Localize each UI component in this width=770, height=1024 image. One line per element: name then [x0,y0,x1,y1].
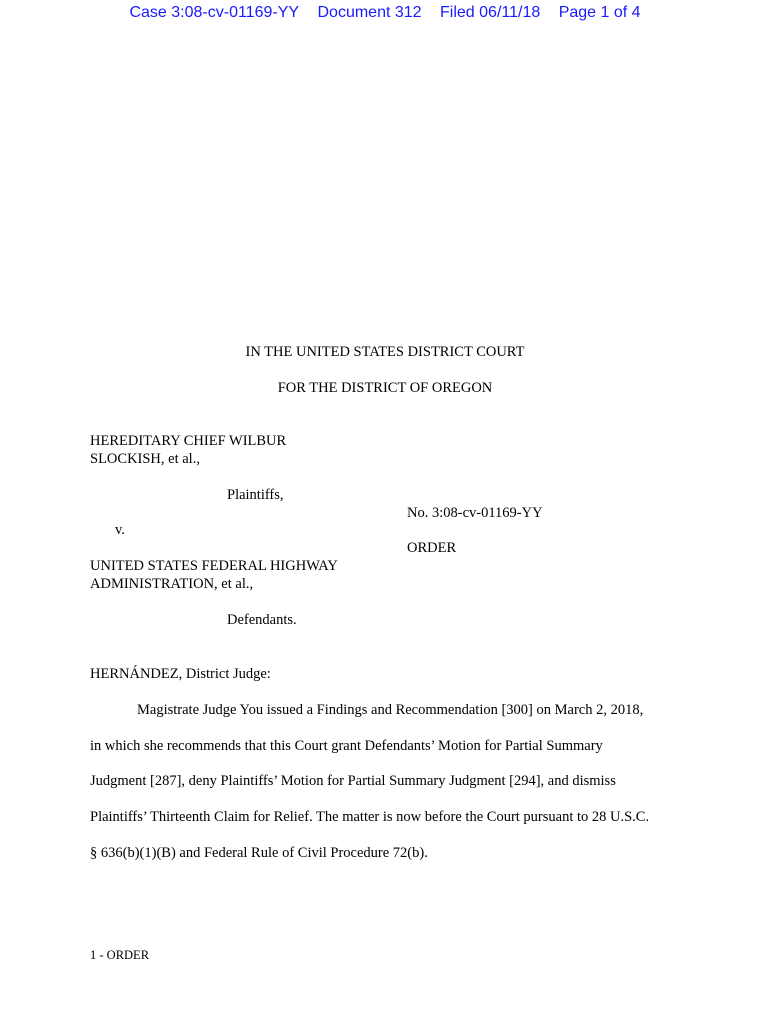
case-number-stamp: Case 3:08-cv-01169-YY [129,4,300,21]
page-count-stamp: Page 1 of 4 [558,4,641,21]
defendant-names [90,557,338,593]
defendant-name-line-2: ADMINISTRATION, et al., [90,576,254,592]
ecf-header-stamp [0,4,770,22]
body-line: Plaintiffs’ Thirteenth Claim for Relief. The matter is now before the Court pursuant to 28 U.S.C. [90,809,650,825]
filed-date-stamp: Filed 06/11/18 [440,4,541,21]
plaintiff-name-line-2: SLOCKISH, et al., [90,451,200,467]
defendants-label: Defendants. [227,612,297,628]
document-number-stamp: Document 312 [317,4,422,21]
body-line: Magistrate Judge You issued a Findings and Recommendation [300] on March 2, 2018, [137,702,644,718]
judge-line: HERNÁNDEZ, District Judge: [90,666,271,682]
case-number: No. 3:08-cv-01169-YY [407,505,543,521]
body-line: in which she recommends that this Court grant Defendants’ Motion for Partial Summary [90,738,603,754]
court-district: FOR THE DISTRICT OF OREGON [277,380,493,396]
page-footer: 1 - ORDER [90,948,150,962]
body-line: § 636(b)(1)(B) and Federal Rule of Civil Procedure 72(b). [90,845,428,861]
document-type: ORDER [407,540,457,556]
plaintiffs-label: Plaintiffs, [227,487,284,503]
body-line: Judgment [287], deny Plaintiffs’ Motion for Partial Summary Judgment [294], and dismiss [90,773,616,789]
plaintiff-name-line-1: HEREDITARY CHIEF WILBUR [90,433,287,449]
versus-label: v. [115,522,125,538]
plaintiff-names [90,432,286,468]
defendant-name-line-1: UNITED STATES FEDERAL HIGHWAY [90,558,338,574]
court-name: IN THE UNITED STATES DISTRICT COURT [245,344,525,360]
